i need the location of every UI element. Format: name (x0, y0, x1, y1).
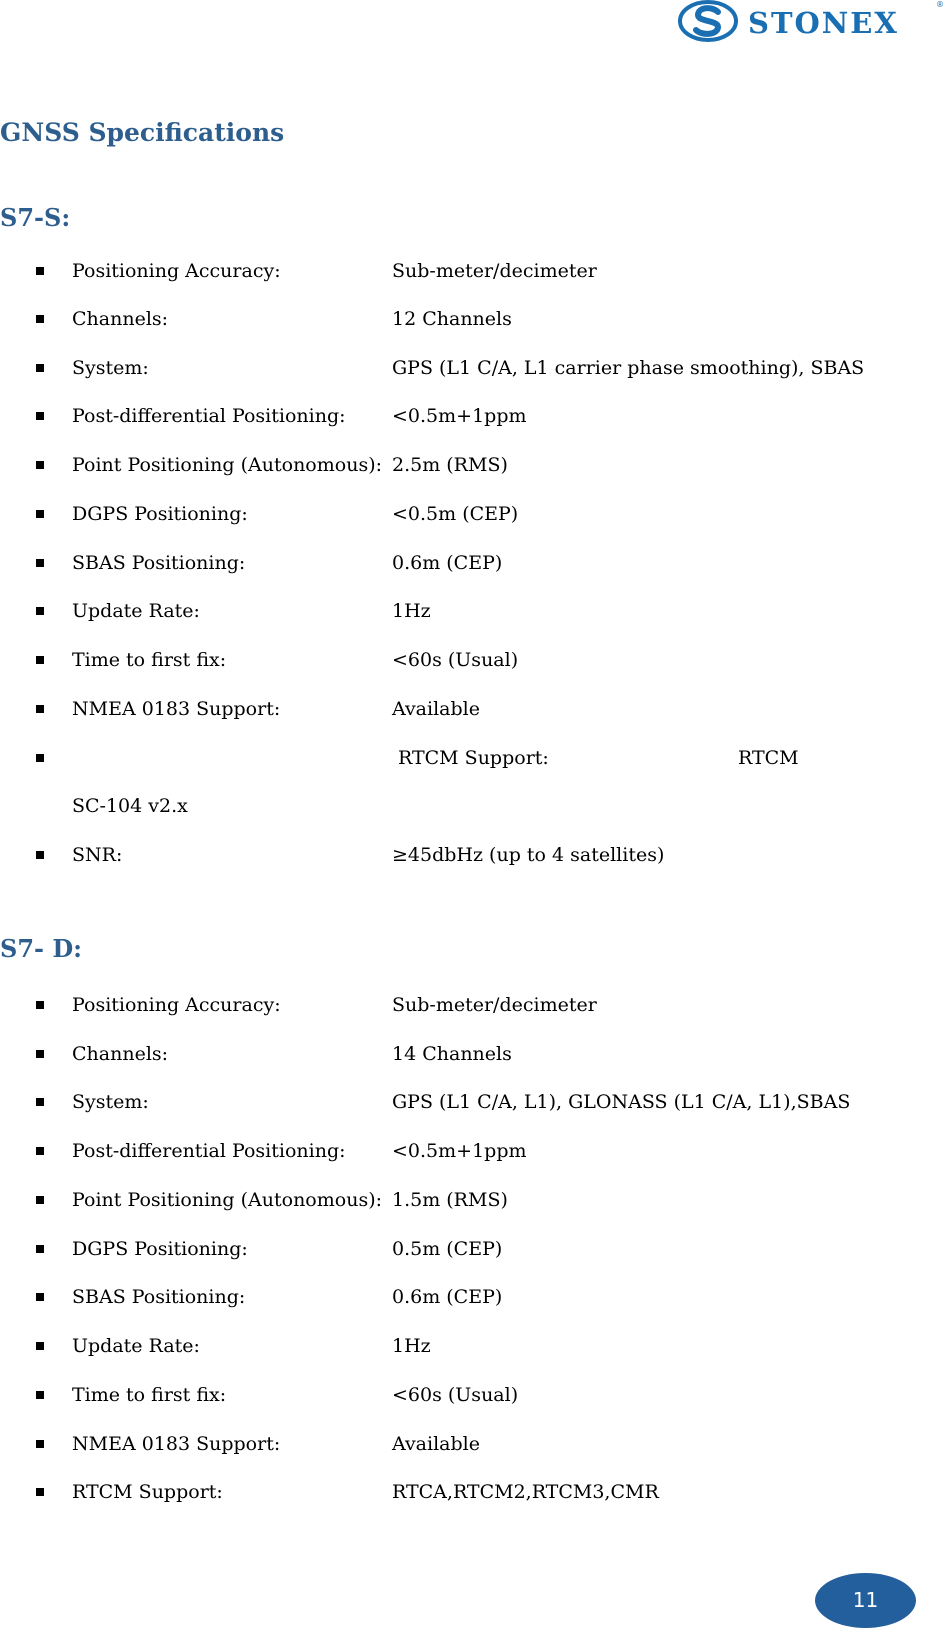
spec-item (0, 454, 946, 478)
stonex-logo-icon (678, 0, 738, 42)
spec-value: 0.6m (CEP) (392, 552, 503, 574)
spec-item (0, 1433, 946, 1457)
bullet-icon (36, 1391, 44, 1399)
spec-value: ≥45dbHz (up to 4 satellites) (392, 844, 665, 866)
bullet-icon (36, 1098, 44, 1106)
bullet-icon (36, 1488, 44, 1496)
spec-label: SBAS Positioning: (72, 552, 246, 574)
spec-label: NMEA 0183 Support: (72, 1433, 281, 1455)
spec-label: SBAS Positioning: (72, 1286, 246, 1308)
page-number-badge (815, 1573, 916, 1628)
bullet-icon (36, 1196, 44, 1204)
bullet-icon (36, 705, 44, 713)
bullet-icon (36, 1293, 44, 1301)
spec-item (0, 649, 946, 673)
spec-item (0, 1140, 946, 1164)
spec-value: RTCM (738, 747, 799, 769)
bullet-icon (36, 656, 44, 664)
page-title: GNSS Specifications (0, 118, 285, 147)
bullet-icon (36, 1342, 44, 1350)
bullet-icon (36, 461, 44, 469)
spec-value: 1.5m (RMS) (392, 1189, 508, 1211)
spec-value: Sub-meter/decimeter (392, 260, 597, 282)
spec-value: 12 Channels (392, 308, 512, 330)
spec-label: System: (72, 1091, 149, 1113)
spec-item (0, 308, 946, 332)
bullet-icon (36, 754, 44, 762)
spec-label: NMEA 0183 Support: (72, 698, 281, 720)
stonex-logo (678, 0, 946, 44)
spec-value: 2.5m (RMS) (392, 454, 508, 476)
section-heading-s7-s: S7-S: (0, 203, 71, 232)
spec-label: Post-differential Positioning: (72, 1140, 346, 1162)
spec-value-continuation: SC-104 v2.x (72, 795, 188, 817)
spec-value: <60s (Usual) (392, 649, 519, 671)
spec-item (0, 1286, 946, 1310)
registered-mark: ® (936, 0, 944, 9)
spec-label: Point Positioning (Autonomous): (72, 1189, 383, 1211)
spec-item (0, 600, 946, 624)
bullet-icon (36, 267, 44, 275)
spec-value: 0.6m (CEP) (392, 1286, 503, 1308)
spec-item (0, 1043, 946, 1067)
spec-item (0, 357, 946, 381)
spec-item (0, 844, 946, 868)
logo-wordmark: STONEX (748, 6, 899, 40)
spec-label: Time to first fix: (72, 649, 227, 671)
spec-label: System: (72, 357, 149, 379)
spec-value: <0.5m+1ppm (392, 405, 527, 427)
spec-item (0, 503, 946, 527)
spec-value: Available (392, 698, 480, 720)
spec-label: Channels: (72, 1043, 169, 1065)
page-number: 11 (852, 1588, 879, 1612)
spec-item (0, 1481, 946, 1505)
spec-item (0, 1238, 946, 1262)
spec-value: Sub-meter/decimeter (392, 994, 597, 1016)
spec-label: Time to first fix: (72, 1384, 227, 1406)
spec-value: 1Hz (392, 600, 431, 622)
bullet-icon (36, 364, 44, 372)
spec-value: <0.5m (CEP) (392, 503, 519, 525)
spec-value: <60s (Usual) (392, 1384, 519, 1406)
spec-value: <0.5m+1ppm (392, 1140, 527, 1162)
spec-label: SNR: (72, 844, 123, 866)
spec-value: GPS (L1 C/A, L1 carrier phase smoothing), SBAS (392, 357, 865, 379)
spec-label: Post-differential Positioning: (72, 405, 346, 427)
spec-item (0, 747, 946, 771)
bullet-icon (36, 851, 44, 859)
spec-value: Available (392, 1433, 480, 1455)
bullet-icon (36, 559, 44, 567)
spec-label: DGPS Positioning: (72, 503, 248, 525)
spec-item (0, 1189, 946, 1213)
bullet-icon (36, 1147, 44, 1155)
bullet-icon (36, 1440, 44, 1448)
spec-label: Point Positioning (Autonomous): (72, 454, 383, 476)
spec-value: RTCA,RTCM2,RTCM3,CMR (392, 1481, 659, 1503)
spec-value: GPS (L1 C/A, L1), GLONASS (L1 C/A, L1),SBAS (392, 1091, 851, 1113)
spec-item (0, 1335, 946, 1359)
spec-label: Update Rate: (72, 600, 200, 622)
spec-label: DGPS Positioning: (72, 1238, 248, 1260)
spec-label: Positioning Accuracy: (72, 994, 281, 1016)
bullet-icon (36, 412, 44, 420)
bullet-icon (36, 1050, 44, 1058)
spec-item (0, 994, 946, 1018)
bullet-icon (36, 1245, 44, 1253)
spec-value: 14 Channels (392, 1043, 512, 1065)
spec-item (0, 1091, 946, 1115)
spec-item (0, 260, 946, 284)
spec-value: 1Hz (392, 1335, 431, 1357)
spec-label: Channels: (72, 308, 169, 330)
spec-value: 0.5m (CEP) (392, 1238, 503, 1260)
spec-label: Positioning Accuracy: (72, 260, 281, 282)
bullet-icon (36, 510, 44, 518)
spec-label: RTCM Support: (398, 747, 549, 769)
bullet-icon (36, 1001, 44, 1009)
spec-item (0, 405, 946, 429)
spec-label: Update Rate: (72, 1335, 200, 1357)
bullet-icon (36, 315, 44, 323)
spec-label: RTCM Support: (72, 1481, 223, 1503)
spec-item (0, 552, 946, 576)
spec-item (0, 698, 946, 722)
section-heading-s7-d: S7- D: (0, 934, 83, 963)
bullet-icon (36, 607, 44, 615)
spec-item (0, 1384, 946, 1408)
